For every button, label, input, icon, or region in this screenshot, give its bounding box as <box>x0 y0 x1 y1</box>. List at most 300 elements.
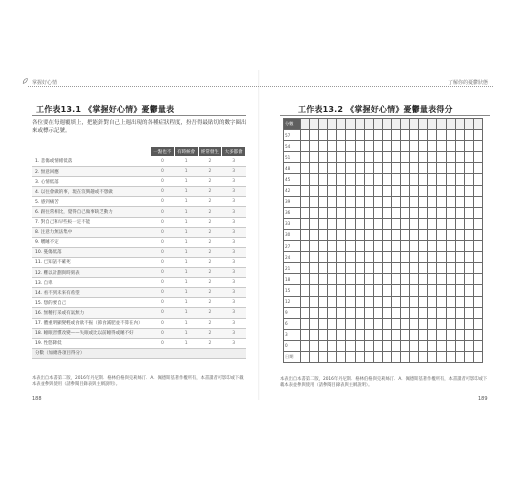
rating-option[interactable]: 0 <box>151 167 175 177</box>
grid-cell[interactable] <box>355 329 364 340</box>
rating-option[interactable]: 0 <box>151 227 175 237</box>
grid-cell[interactable] <box>446 263 455 274</box>
grid-cell[interactable] <box>355 351 364 362</box>
grid-cell[interactable] <box>446 307 455 318</box>
grid-cell[interactable] <box>310 263 319 274</box>
grid-cell[interactable] <box>428 296 437 307</box>
grid-cell[interactable] <box>446 130 455 141</box>
grid-cell[interactable] <box>382 119 391 130</box>
grid-cell[interactable] <box>373 163 382 174</box>
grid-cell[interactable] <box>410 207 419 218</box>
rating-option[interactable]: 3 <box>222 318 246 328</box>
grid-cell[interactable] <box>382 351 391 362</box>
grid-cell[interactable] <box>428 274 437 285</box>
grid-cell[interactable] <box>455 329 464 340</box>
grid-cell[interactable] <box>373 152 382 163</box>
grid-cell[interactable] <box>346 130 355 141</box>
grid-cell[interactable] <box>346 307 355 318</box>
grid-cell[interactable] <box>464 340 473 351</box>
grid-cell[interactable] <box>328 207 337 218</box>
grid-cell[interactable] <box>337 252 346 263</box>
rating-option[interactable]: 1 <box>174 288 198 298</box>
grid-cell[interactable] <box>373 329 382 340</box>
grid-cell[interactable] <box>373 229 382 240</box>
grid-cell[interactable] <box>355 340 364 351</box>
grid-cell[interactable] <box>328 218 337 229</box>
rating-option[interactable]: 3 <box>222 338 246 348</box>
rating-option[interactable]: 1 <box>174 247 198 257</box>
grid-cell[interactable] <box>455 274 464 285</box>
grid-cell[interactable] <box>464 141 473 152</box>
rating-option[interactable]: 0 <box>151 187 175 197</box>
grid-cell[interactable] <box>464 130 473 141</box>
grid-cell[interactable] <box>401 329 410 340</box>
rating-option[interactable]: 1 <box>174 338 198 348</box>
grid-cell[interactable] <box>401 263 410 274</box>
grid-cell[interactable] <box>419 318 428 329</box>
grid-cell[interactable] <box>473 130 482 141</box>
grid-cell[interactable] <box>464 119 473 130</box>
grid-cell[interactable] <box>301 263 310 274</box>
rating-option[interactable]: 0 <box>151 328 175 338</box>
grid-cell[interactable] <box>437 174 446 185</box>
grid-cell[interactable] <box>437 196 446 207</box>
grid-cell[interactable] <box>355 196 364 207</box>
grid-cell[interactable] <box>473 329 482 340</box>
grid-cell[interactable] <box>373 318 382 329</box>
grid-cell[interactable] <box>428 185 437 196</box>
grid-cell[interactable] <box>310 274 319 285</box>
grid-cell[interactable] <box>428 119 437 130</box>
grid-cell[interactable] <box>382 329 391 340</box>
grid-cell[interactable] <box>391 174 400 185</box>
grid-cell[interactable] <box>401 252 410 263</box>
grid-cell[interactable] <box>346 141 355 152</box>
grid-cell[interactable] <box>382 340 391 351</box>
grid-cell[interactable] <box>346 185 355 196</box>
grid-cell[interactable] <box>401 296 410 307</box>
grid-cell[interactable] <box>373 252 382 263</box>
grid-cell[interactable] <box>355 241 364 252</box>
grid-cell[interactable] <box>437 152 446 163</box>
grid-cell[interactable] <box>391 229 400 240</box>
grid-cell[interactable] <box>364 130 373 141</box>
grid-cell[interactable] <box>310 340 319 351</box>
grid-cell[interactable] <box>437 119 446 130</box>
grid-cell[interactable] <box>401 229 410 240</box>
grid-cell[interactable] <box>391 340 400 351</box>
grid-cell[interactable] <box>364 296 373 307</box>
grid-cell[interactable] <box>437 318 446 329</box>
grid-cell[interactable] <box>419 274 428 285</box>
grid-cell[interactable] <box>391 152 400 163</box>
grid-cell[interactable] <box>319 185 328 196</box>
grid-cell[interactable] <box>310 318 319 329</box>
grid-cell[interactable] <box>446 296 455 307</box>
grid-cell[interactable] <box>301 241 310 252</box>
grid-cell[interactable] <box>419 252 428 263</box>
grid-cell[interactable] <box>373 307 382 318</box>
grid-cell[interactable] <box>301 307 310 318</box>
grid-cell[interactable] <box>391 196 400 207</box>
grid-cell[interactable] <box>446 285 455 296</box>
grid-cell[interactable] <box>319 196 328 207</box>
grid-cell[interactable] <box>419 285 428 296</box>
grid-cell[interactable] <box>310 196 319 207</box>
grid-cell[interactable] <box>419 263 428 274</box>
grid-cell[interactable] <box>337 119 346 130</box>
grid-cell[interactable] <box>401 163 410 174</box>
grid-cell[interactable] <box>337 241 346 252</box>
grid-cell[interactable] <box>382 141 391 152</box>
rating-option[interactable]: 0 <box>151 318 175 328</box>
grid-cell[interactable] <box>310 329 319 340</box>
rating-option[interactable]: 3 <box>222 328 246 338</box>
grid-cell[interactable] <box>391 185 400 196</box>
grid-cell[interactable] <box>355 274 364 285</box>
grid-cell[interactable] <box>382 318 391 329</box>
grid-cell[interactable] <box>464 218 473 229</box>
grid-cell[interactable] <box>455 241 464 252</box>
grid-cell[interactable] <box>419 329 428 340</box>
grid-cell[interactable] <box>391 263 400 274</box>
grid-cell[interactable] <box>328 130 337 141</box>
rating-option[interactable]: 1 <box>174 187 198 197</box>
rating-option[interactable]: 2 <box>198 207 222 217</box>
grid-cell[interactable] <box>455 318 464 329</box>
grid-cell[interactable] <box>410 185 419 196</box>
rating-option[interactable]: 1 <box>174 308 198 318</box>
grid-cell[interactable] <box>391 318 400 329</box>
grid-cell[interactable] <box>464 207 473 218</box>
grid-cell[interactable] <box>328 252 337 263</box>
grid-cell[interactable] <box>473 263 482 274</box>
grid-cell[interactable] <box>301 318 310 329</box>
grid-cell[interactable] <box>473 318 482 329</box>
grid-cell[interactable] <box>446 174 455 185</box>
grid-cell[interactable] <box>410 119 419 130</box>
grid-cell[interactable] <box>437 329 446 340</box>
rating-option[interactable]: 0 <box>151 288 175 298</box>
grid-cell[interactable] <box>428 252 437 263</box>
rating-option[interactable]: 2 <box>198 268 222 278</box>
rating-option[interactable]: 1 <box>174 268 198 278</box>
grid-cell[interactable] <box>319 285 328 296</box>
rating-option[interactable]: 0 <box>151 217 175 227</box>
grid-cell[interactable] <box>401 207 410 218</box>
rating-option[interactable]: 1 <box>174 197 198 207</box>
grid-cell[interactable] <box>310 185 319 196</box>
grid-cell[interactable] <box>382 274 391 285</box>
grid-cell[interactable] <box>473 152 482 163</box>
grid-cell[interactable] <box>473 229 482 240</box>
grid-cell[interactable] <box>401 340 410 351</box>
grid-cell[interactable] <box>310 285 319 296</box>
grid-cell[interactable] <box>337 196 346 207</box>
grid-cell[interactable] <box>437 241 446 252</box>
grid-cell[interactable] <box>328 229 337 240</box>
rating-option[interactable]: 3 <box>222 298 246 308</box>
grid-cell[interactable] <box>301 252 310 263</box>
rating-option[interactable]: 2 <box>198 328 222 338</box>
grid-cell[interactable] <box>401 141 410 152</box>
grid-cell[interactable] <box>437 307 446 318</box>
rating-option[interactable]: 3 <box>222 247 246 257</box>
grid-cell[interactable] <box>337 207 346 218</box>
grid-cell[interactable] <box>428 130 437 141</box>
grid-cell[interactable] <box>319 296 328 307</box>
grid-cell[interactable] <box>364 340 373 351</box>
rating-option[interactable]: 3 <box>222 177 246 187</box>
rating-option[interactable]: 0 <box>151 257 175 267</box>
grid-cell[interactable] <box>419 241 428 252</box>
grid-cell[interactable] <box>355 285 364 296</box>
grid-cell[interactable] <box>419 185 428 196</box>
grid-cell[interactable] <box>346 218 355 229</box>
grid-cell[interactable] <box>428 351 437 362</box>
grid-cell[interactable] <box>319 318 328 329</box>
grid-cell[interactable] <box>419 340 428 351</box>
grid-cell[interactable] <box>373 141 382 152</box>
grid-cell[interactable] <box>328 185 337 196</box>
grid-cell[interactable] <box>301 152 310 163</box>
grid-cell[interactable] <box>319 274 328 285</box>
grid-cell[interactable] <box>364 351 373 362</box>
rating-option[interactable]: 3 <box>222 157 246 167</box>
rating-option[interactable]: 0 <box>151 197 175 207</box>
grid-cell[interactable] <box>319 263 328 274</box>
rating-option[interactable]: 3 <box>222 308 246 318</box>
grid-cell[interactable] <box>401 274 410 285</box>
grid-cell[interactable] <box>455 285 464 296</box>
grid-cell[interactable] <box>382 196 391 207</box>
grid-cell[interactable] <box>419 174 428 185</box>
grid-cell[interactable] <box>455 152 464 163</box>
grid-cell[interactable] <box>455 218 464 229</box>
grid-cell[interactable] <box>337 307 346 318</box>
grid-cell[interactable] <box>410 351 419 362</box>
grid-cell[interactable] <box>328 296 337 307</box>
grid-cell[interactable] <box>473 185 482 196</box>
rating-option[interactable]: 1 <box>174 298 198 308</box>
rating-option[interactable]: 1 <box>174 177 198 187</box>
grid-cell[interactable] <box>410 307 419 318</box>
rating-option[interactable]: 0 <box>151 298 175 308</box>
grid-cell[interactable] <box>319 207 328 218</box>
grid-cell[interactable] <box>346 229 355 240</box>
grid-cell[interactable] <box>455 340 464 351</box>
grid-cell[interactable] <box>364 218 373 229</box>
grid-cell[interactable] <box>310 296 319 307</box>
rating-option[interactable]: 3 <box>222 217 246 227</box>
grid-cell[interactable] <box>310 141 319 152</box>
grid-cell[interactable] <box>301 274 310 285</box>
grid-cell[interactable] <box>437 351 446 362</box>
grid-cell[interactable] <box>328 274 337 285</box>
grid-cell[interactable] <box>301 296 310 307</box>
grid-cell[interactable] <box>337 229 346 240</box>
grid-cell[interactable] <box>346 274 355 285</box>
grid-cell[interactable] <box>373 185 382 196</box>
grid-cell[interactable] <box>401 351 410 362</box>
grid-cell[interactable] <box>437 207 446 218</box>
grid-cell[interactable] <box>446 152 455 163</box>
grid-cell[interactable] <box>473 174 482 185</box>
grid-cell[interactable] <box>301 185 310 196</box>
grid-cell[interactable] <box>410 274 419 285</box>
grid-cell[interactable] <box>473 296 482 307</box>
grid-cell[interactable] <box>301 218 310 229</box>
grid-cell[interactable] <box>355 263 364 274</box>
grid-cell[interactable] <box>310 119 319 130</box>
rating-option[interactable]: 2 <box>198 157 222 167</box>
grid-cell[interactable] <box>419 152 428 163</box>
rating-option[interactable]: 3 <box>222 207 246 217</box>
rating-option[interactable]: 2 <box>198 167 222 177</box>
rating-option[interactable]: 1 <box>174 318 198 328</box>
grid-cell[interactable] <box>473 241 482 252</box>
grid-cell[interactable] <box>364 307 373 318</box>
grid-cell[interactable] <box>346 163 355 174</box>
grid-cell[interactable] <box>328 329 337 340</box>
grid-cell[interactable] <box>473 340 482 351</box>
grid-cell[interactable] <box>410 241 419 252</box>
grid-cell[interactable] <box>455 141 464 152</box>
grid-cell[interactable] <box>446 207 455 218</box>
grid-cell[interactable] <box>410 318 419 329</box>
rating-option[interactable]: 3 <box>222 227 246 237</box>
grid-cell[interactable] <box>319 152 328 163</box>
grid-cell[interactable] <box>437 285 446 296</box>
rating-option[interactable]: 2 <box>198 187 222 197</box>
grid-cell[interactable] <box>346 196 355 207</box>
grid-cell[interactable] <box>446 274 455 285</box>
grid-cell[interactable] <box>464 252 473 263</box>
grid-cell[interactable] <box>301 141 310 152</box>
grid-cell[interactable] <box>391 218 400 229</box>
grid-cell[interactable] <box>446 318 455 329</box>
grid-cell[interactable] <box>419 207 428 218</box>
rating-option[interactable]: 0 <box>151 338 175 348</box>
grid-cell[interactable] <box>391 285 400 296</box>
grid-cell[interactable] <box>328 241 337 252</box>
grid-cell[interactable] <box>346 207 355 218</box>
grid-cell[interactable] <box>428 196 437 207</box>
grid-cell[interactable] <box>373 274 382 285</box>
grid-cell[interactable] <box>310 174 319 185</box>
grid-cell[interactable] <box>310 351 319 362</box>
grid-cell[interactable] <box>346 351 355 362</box>
grid-cell[interactable] <box>328 119 337 130</box>
grid-cell[interactable] <box>337 329 346 340</box>
grid-cell[interactable] <box>301 196 310 207</box>
grid-cell[interactable] <box>310 152 319 163</box>
grid-cell[interactable] <box>382 130 391 141</box>
grid-cell[interactable] <box>410 141 419 152</box>
grid-cell[interactable] <box>319 252 328 263</box>
grid-cell[interactable] <box>346 329 355 340</box>
grid-cell[interactable] <box>346 174 355 185</box>
grid-cell[interactable] <box>473 119 482 130</box>
grid-cell[interactable] <box>391 274 400 285</box>
grid-cell[interactable] <box>401 119 410 130</box>
grid-cell[interactable] <box>401 318 410 329</box>
grid-cell[interactable] <box>391 241 400 252</box>
grid-cell[interactable] <box>401 196 410 207</box>
grid-cell[interactable] <box>364 196 373 207</box>
grid-cell[interactable] <box>355 141 364 152</box>
grid-cell[interactable] <box>373 296 382 307</box>
grid-cell[interactable] <box>437 130 446 141</box>
grid-cell[interactable] <box>473 196 482 207</box>
grid-cell[interactable] <box>410 218 419 229</box>
grid-cell[interactable] <box>437 340 446 351</box>
grid-cell[interactable] <box>410 174 419 185</box>
grid-cell[interactable] <box>319 340 328 351</box>
grid-cell[interactable] <box>455 130 464 141</box>
grid-cell[interactable] <box>310 207 319 218</box>
grid-cell[interactable] <box>364 285 373 296</box>
grid-cell[interactable] <box>364 318 373 329</box>
grid-cell[interactable] <box>437 185 446 196</box>
grid-cell[interactable] <box>319 241 328 252</box>
grid-cell[interactable] <box>446 351 455 362</box>
grid-cell[interactable] <box>301 174 310 185</box>
grid-cell[interactable] <box>364 207 373 218</box>
grid-cell[interactable] <box>446 340 455 351</box>
rating-option[interactable]: 1 <box>174 227 198 237</box>
grid-cell[interactable] <box>337 185 346 196</box>
grid-cell[interactable] <box>437 263 446 274</box>
grid-cell[interactable] <box>346 152 355 163</box>
grid-cell[interactable] <box>437 218 446 229</box>
grid-cell[interactable] <box>373 196 382 207</box>
grid-cell[interactable] <box>373 340 382 351</box>
grid-cell[interactable] <box>382 152 391 163</box>
grid-cell[interactable] <box>364 229 373 240</box>
grid-cell[interactable] <box>355 252 364 263</box>
grid-cell[interactable] <box>364 174 373 185</box>
grid-cell[interactable] <box>319 351 328 362</box>
grid-cell[interactable] <box>364 263 373 274</box>
grid-cell[interactable] <box>464 296 473 307</box>
grid-cell[interactable] <box>355 119 364 130</box>
grid-cell[interactable] <box>310 241 319 252</box>
grid-cell[interactable] <box>446 119 455 130</box>
rating-option[interactable]: 3 <box>222 237 246 247</box>
grid-cell[interactable] <box>464 241 473 252</box>
rating-option[interactable]: 2 <box>198 227 222 237</box>
grid-cell[interactable] <box>464 351 473 362</box>
grid-cell[interactable] <box>301 229 310 240</box>
rating-option[interactable]: 1 <box>174 257 198 267</box>
grid-cell[interactable] <box>382 307 391 318</box>
grid-cell[interactable] <box>437 141 446 152</box>
rating-option[interactable]: 2 <box>198 298 222 308</box>
grid-cell[interactable] <box>337 141 346 152</box>
grid-cell[interactable] <box>410 229 419 240</box>
grid-cell[interactable] <box>428 174 437 185</box>
grid-cell[interactable] <box>455 119 464 130</box>
grid-cell[interactable] <box>355 207 364 218</box>
grid-cell[interactable] <box>391 351 400 362</box>
grid-cell[interactable] <box>355 229 364 240</box>
grid-cell[interactable] <box>410 196 419 207</box>
grid-cell[interactable] <box>464 174 473 185</box>
grid-cell[interactable] <box>419 296 428 307</box>
grid-cell[interactable] <box>319 218 328 229</box>
grid-cell[interactable] <box>301 329 310 340</box>
